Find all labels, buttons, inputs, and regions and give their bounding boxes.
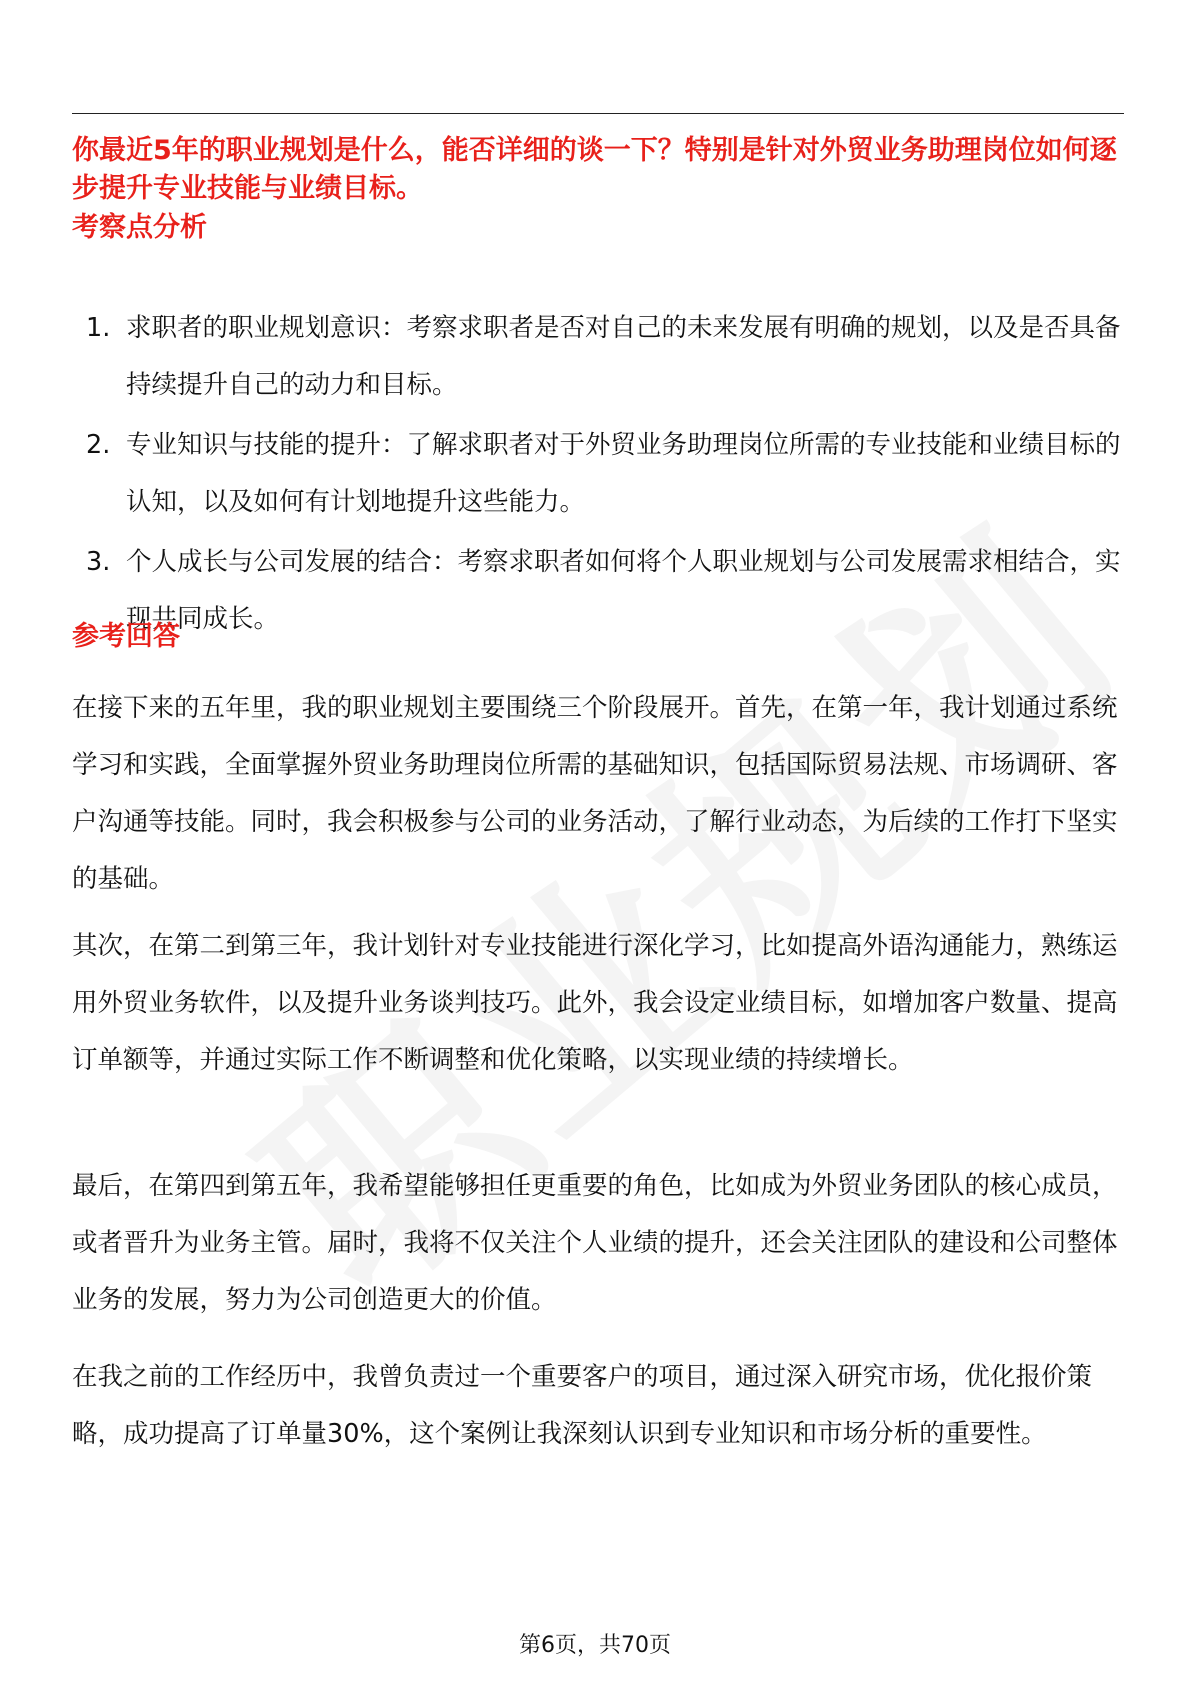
page-footer: 第6页，共70页 xyxy=(519,1633,671,1658)
analysis-point xyxy=(72,417,1124,531)
answer-paragraph: 在我之前的工作经历中，我曾负责过一个重要客户的项目，通过深入研究市场，优化报价策略，成功提高了订单量30%，这个案例让我深刻认识到专业知识和市场分析的重要性。 xyxy=(72,1362,1093,1449)
point-text: 个人成长与公司发展的结合：考察求职者如何将个人职业规划与公司发展需求相结合，实现共同成长。 xyxy=(126,547,1121,634)
answer-paragraph: 其次，在第二到第三年，我计划针对专业技能进行深化学习，比如提高外语沟通能力，熟练运用外贸业务软件，以及提升业务谈判技巧。此外，我会设定业绩目标，如增加客户数量、提高订单额等，并通过实际工作不断调整和优化策略，以实现业绩的持续增长。 xyxy=(72,931,1118,1075)
answer-paragraph: 最后，在第四到第五年，我希望能够担任更重要的角色，比如成为外贸业务团队的核心成员，或者晋升为业务主管。届时，我将不仅关注个人业绩的提升，还会关注团队的建设和公司整体业务的发展，努力为公司创造更大的价值。 xyxy=(72,1171,1118,1315)
point-number: 1. xyxy=(86,313,111,343)
question-title: 你最近5年的职业规划是什么，能否详细的谈一下？特别是针对外贸业务助理岗位如何逐步提升专业技能与业绩目标。 xyxy=(72,135,1117,204)
answer-paragraph: 在接下来的五年里，我的职业规划主要围绕三个阶段展开。首先，在第一年，我计划通过系统学习和实践，全面掌握外贸业务助理岗位所需的基础知识，包括国际贸易法规、市场调研、客户沟通等技能。同时，我会积极参与公司的业务活动，了解行业动态，为后续的工作打下坚实的基础。 xyxy=(72,693,1118,894)
point-text: 专业知识与技能的提升：了解求职者对于外贸业务助理岗位所需的专业技能和业绩目标的认知，以及如何有计划地提升这些能力。 xyxy=(126,430,1121,517)
analysis-points-list xyxy=(72,300,1124,651)
point-number: 3. xyxy=(86,547,111,577)
point-text: 求职者的职业规划意识：考察求职者是否对自己的未来发展有明确的规划，以及是否具备持续提升自己的动力和目标。 xyxy=(126,313,1121,400)
answer-heading: 参考回答 xyxy=(72,621,180,652)
top-divider xyxy=(72,113,1124,114)
analysis-point xyxy=(72,534,1124,648)
analysis-heading: 考察点分析 xyxy=(72,212,207,243)
analysis-point xyxy=(72,300,1124,414)
point-number: 2. xyxy=(86,430,111,460)
